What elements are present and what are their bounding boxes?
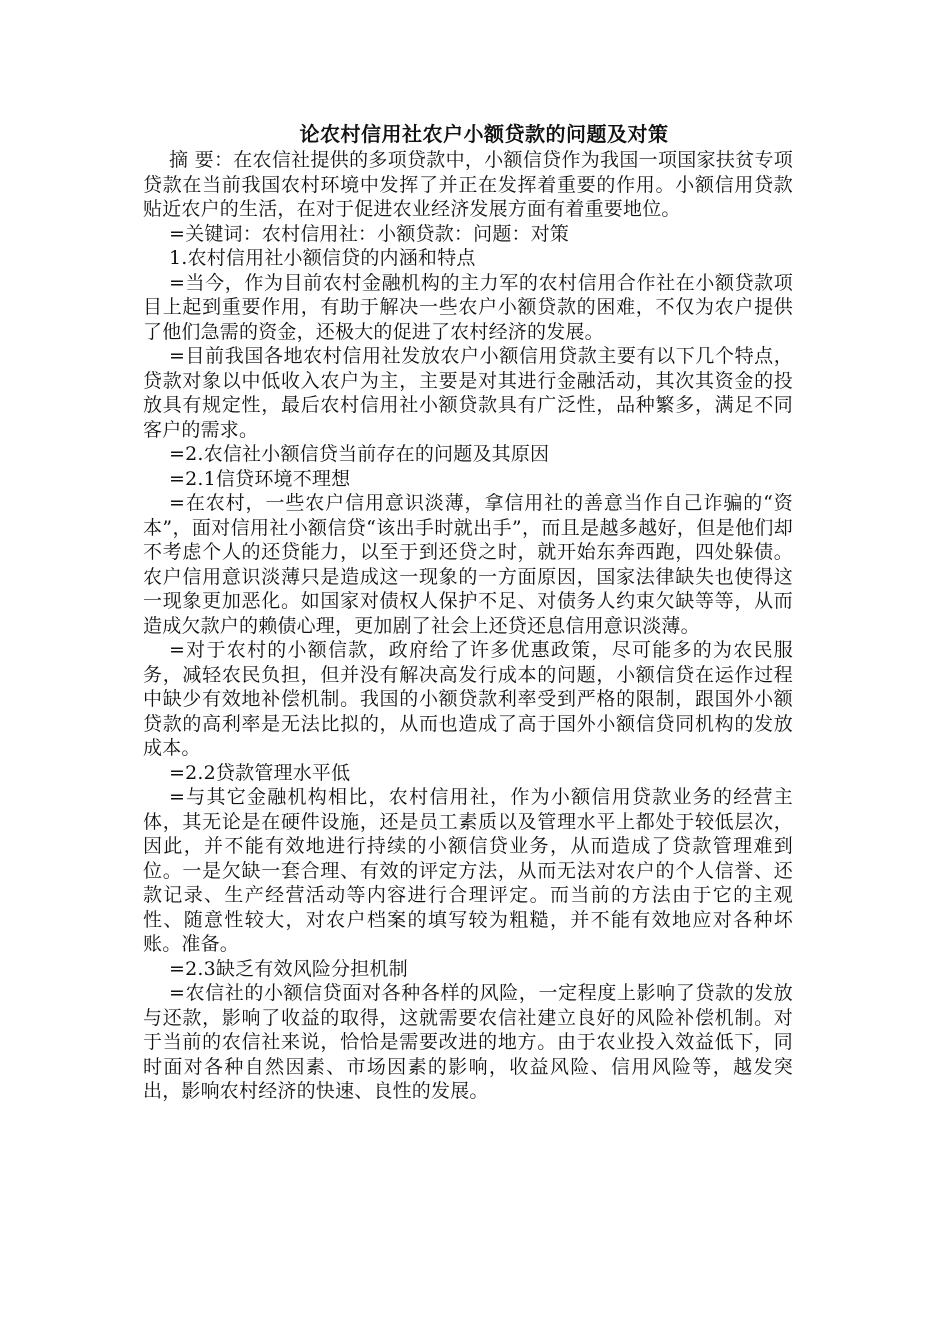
section-2-2-heading: =2.2贷款管理水平低: [169, 761, 351, 784]
section-2-1-paragraph-2: =对于农村的小额信款，政府给了许多优惠政策，尽可能多的为农民服务，减轻农民负担，但并没有解决高发行成本的问题，小额信贷在运作过程中缺少有效地补偿机制。我国的小额贷款利率受到严格的限制，跟国外小额贷款的高利率是无法比拟的，从而也造成了高于国外小额信贷同机构的发放成本。: [143, 639, 793, 759]
section-1-paragraph-1: =当今，作为目前农村金融机构的主力军的农村信用合作社在小额贷款项目上起到重要作用，有助于解决一些农户小额贷款的困难，不仅为农户提供了他们急需的资金，还极大的促进了农村经济的发展。: [143, 271, 793, 343]
section-2-2-paragraph-1: =与其它金融机构相比，农村信用社，作为小额信用贷款业务的经营主体，其无论是在硬件设施，还是员工素质以及管理水平上都处于较低层次，因此，并不能有效地进行持续的小额信贷业务，从而造成了贷款管理难到位。一是欠缺一套合理、有效的评定方法，从而无法对农户的个人信誉、还款记录、生产经营活动等内容进行合理评定。而当前的方法由于它的主观性、随意性较大，对农户档案的填写较为粗糙，并不能有效地应对各种坏账。准备。: [143, 786, 793, 955]
section-2-3-heading: =2.3缺乏有效风险分担机制: [169, 957, 408, 980]
section-1-heading: 1.农村信用社小额信贷的内涵和特点: [169, 247, 476, 269]
section-2-1-heading: =2.1信贷环境不理想: [169, 467, 351, 490]
section-2-heading: =2.农信社小额信贷当前存在的问题及其原因: [169, 443, 550, 465]
document-title: 论农村信用社农户小额贷款的问题及对策: [299, 122, 669, 146]
section-2-3-paragraph-1: =农信社的小额信贷面对各种各样的风险，一定程度上影响了贷款的发放与还款，影响了收益的取得，这就需要农信社建立良好的风险补偿机制。对于当前的农信社来说，恰恰是需要改进的地方。由于农业投入效益低下，同时面对各种自然因素、市场因素的影响，收益风险、信用风险等，越发突出，影响农村经济的快速、良性的发展。: [143, 982, 793, 1102]
abstract-paragraph: 摘 要：在农信社提供的多项贷款中，小额信贷作为我国一项国家扶贫专项贷款在当前我国农村环境中发挥了并正在发挥着重要的作用。小额信用贷款贴近农户的生活，在对于促进农业经济发展方面有着重要地位。: [143, 149, 793, 220]
section-1-paragraph-2: =目前我国各地农村信用社发放农户小额信用贷款主要有以下几个特点，贷款对象以中低收入农户为主，主要是对其进行金融活动，其次其资金的投放具有规定性，最后农村信用社小额贷款具有广泛性，品种繁多，满足不同客户的需求。: [143, 345, 793, 441]
section-2-1-paragraph-1: =在农村，一些农户信用意识淡薄，拿信用社的善意当作自己诈骗的“资本”，面对信用社小额信贷“该出手时就出手”，而且是越多越好，但是他们却不考虑个人的还贷能力，以至于到还贷之时，就开始东奔西跑，四处躲债。农户信用意识淡薄只是造成这一现象的一方面原因，国家法律缺失也使得这一现象更加恶化。如国家对债权人保护不足、对债务人约束欠缺等等，从而造成欠款户的赖债心理，更加剧了社会上还贷还息信用意识淡薄。: [143, 492, 793, 637]
document-body: [143, 120, 793, 1104]
keywords-line: =关键词：农村信用社：小额贷款：问题：对策: [169, 222, 570, 245]
